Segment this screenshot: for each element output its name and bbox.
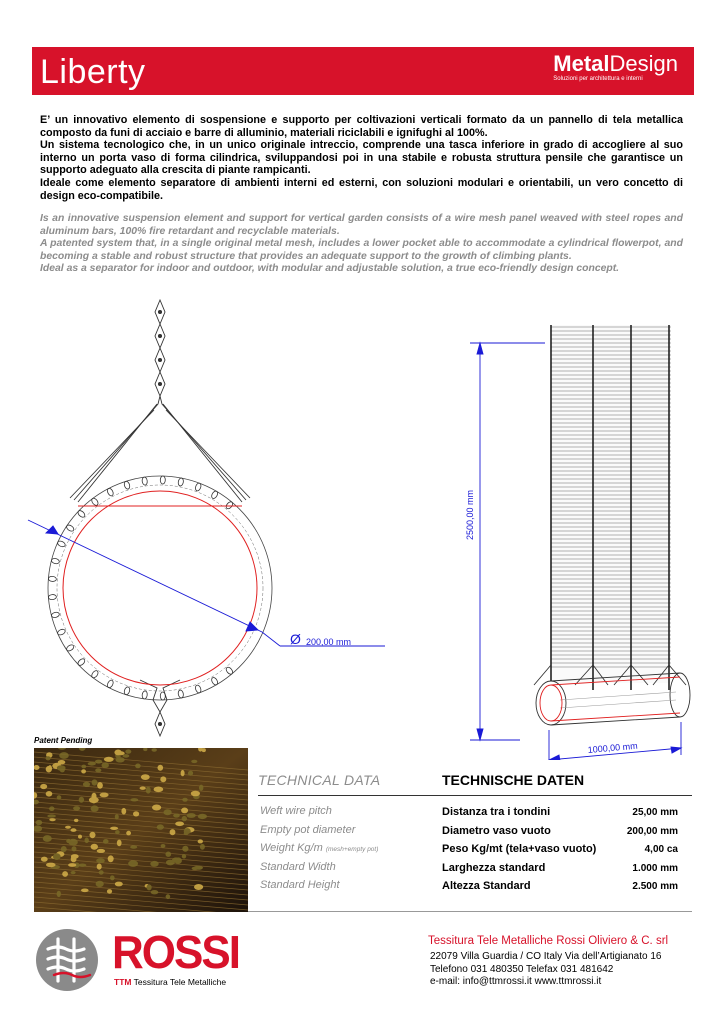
- photo-leaf: [151, 890, 159, 894]
- front-view-drawing: [534, 325, 690, 725]
- height-dimension: [470, 343, 545, 740]
- description-italian: [40, 114, 683, 202]
- photo-leaf: [166, 860, 175, 866]
- photo-leaf: [97, 849, 105, 853]
- photo-leaf: [194, 884, 203, 890]
- photo-leaf: [104, 757, 114, 762]
- photo-leaf: [199, 785, 203, 791]
- mesh-knot: [123, 481, 130, 490]
- photo-leaf: [193, 866, 203, 870]
- photo-leaf: [91, 805, 99, 811]
- photo-leaf: [107, 889, 112, 894]
- photo-leaf: [41, 857, 48, 862]
- mesh-knot: [160, 692, 165, 700]
- mesh-knot: [57, 540, 66, 548]
- mesh-knot: [51, 558, 60, 565]
- photo-leaf: [141, 774, 150, 780]
- rossi-emblem-icon: [34, 927, 100, 993]
- photo-leaf: [187, 813, 196, 818]
- photo-leaf: [191, 791, 200, 797]
- photo-leaf: [130, 845, 137, 848]
- photo-leaf: [57, 891, 61, 897]
- mesh-knot: [142, 477, 148, 486]
- photo-leaf: [95, 760, 102, 764]
- row-value: 4,00 ca: [644, 844, 678, 855]
- photo-leaf: [40, 784, 47, 789]
- mesh-knot: [194, 482, 202, 491]
- photo-leaf: [89, 797, 99, 803]
- row-value: 25,00 mm: [632, 807, 678, 818]
- brand-rest: Design: [609, 51, 678, 76]
- photo-leaf: [115, 814, 119, 819]
- photo-leaf: [161, 844, 166, 848]
- photo-leaf: [175, 822, 184, 827]
- photo-leaf: [115, 882, 123, 887]
- photo-leaf: [73, 806, 80, 810]
- row-label-de: Peso Kg/mt (tela+vaso vuoto): [442, 843, 597, 855]
- row-label-en: Weight Kg/m (mesh+empty pot): [260, 842, 379, 854]
- mesh-knot: [51, 612, 60, 619]
- photo-leaf: [71, 854, 79, 859]
- mesh-knot: [48, 594, 56, 600]
- photo-leaf: [46, 791, 53, 797]
- photo-leaf: [191, 760, 197, 763]
- photo-leaf: [81, 889, 89, 893]
- mesh-knot: [178, 478, 184, 487]
- row-label-en: Standard Height: [260, 879, 340, 891]
- row-label-de: Larghezza standard: [442, 861, 546, 874]
- technical-data-table: [258, 805, 692, 898]
- drawing-svg: [0, 290, 725, 760]
- mesh-knot: [225, 501, 234, 510]
- row-label-de: Distanza tra i tondini: [442, 806, 551, 818]
- company-phone: Telefono 031 480350 Telefax 031 481642: [430, 963, 614, 975]
- photo-leaf: [166, 894, 171, 899]
- company-contacts: [430, 951, 661, 989]
- photo-leaf: [53, 853, 61, 860]
- row-label-en: Empty pot diameter: [260, 823, 356, 836]
- photo-leaf: [48, 765, 52, 771]
- diameter-label: 200,00 mm: [306, 637, 352, 647]
- photo-leaf: [126, 831, 131, 836]
- photo-leaf: [57, 765, 66, 771]
- rossi-subtitle: TTM Tessitura Tele Metalliche: [114, 977, 227, 987]
- photo-leaf: [200, 844, 205, 850]
- photo-leaf: [184, 828, 191, 834]
- it-paragraph-3: Ideale come elemento separatore di ambienti interni ed esterni, con soluzioni modulari e orientabili, un vero concetto di design eco-compatibile.: [40, 176, 683, 202]
- mesh-knot: [106, 679, 114, 688]
- company-name: Tessitura Tele Metalliche Rossi Oliviero & C. srl: [428, 935, 669, 947]
- brand-bold: Metal: [553, 51, 610, 76]
- photo-leaf: [188, 771, 193, 776]
- photo-leaf: [68, 863, 76, 867]
- height-label: 2500,00 mm: [465, 489, 475, 540]
- photo-leaf: [91, 844, 98, 850]
- photo-leaf: [123, 754, 130, 758]
- photo-leaf: [182, 854, 186, 858]
- photo-leaf: [182, 798, 187, 802]
- photo-leaf: [152, 748, 157, 751]
- photo-leaf: [117, 840, 122, 847]
- patent-label: Patent Pending: [34, 736, 93, 745]
- photo-leaf: [110, 827, 118, 830]
- photo-leaf: [146, 787, 151, 794]
- photo-leaf: [166, 852, 172, 857]
- photo-leaf: [49, 818, 55, 821]
- mesh-knot: [160, 476, 165, 484]
- photo-leaf: [102, 762, 109, 768]
- row-label-en: Weft wire pitch: [260, 805, 332, 817]
- diameter-dimension: [28, 520, 385, 646]
- photo-leaf: [135, 764, 141, 769]
- photo-leaf: [85, 838, 89, 844]
- photo-leaf: [78, 864, 86, 867]
- technical-data-heading-en: TECHNICAL DATA: [258, 772, 381, 788]
- mesh-knot: [123, 686, 130, 695]
- width-label: 1000,00 mm: [587, 740, 639, 755]
- mesh-knots: [48, 476, 234, 700]
- photo-leaf: [65, 826, 71, 829]
- photo-leaf: [128, 860, 138, 867]
- photo-leaf: [96, 858, 105, 863]
- photo-leaf: [99, 870, 104, 874]
- en-paragraph-2: A patented system that, in a single original metal mesh, includes a lower pocket able to accommodate a cylindrical flowerpot, and becoming a stable and robust structure that provides an adequate support to the growth of climbing plants.: [40, 238, 683, 262]
- photo-leaf: [46, 863, 56, 868]
- table-row: [258, 879, 692, 898]
- row-value: 2.500 mm: [632, 881, 678, 892]
- diameter-symbol: Ø: [290, 631, 301, 647]
- table-row: [258, 824, 692, 843]
- company-email: e-mail: info@ttmrossi.it www.ttmrossi.it: [430, 976, 602, 987]
- photo-leaf: [173, 814, 180, 818]
- row-label-en: Standard Width: [260, 860, 336, 873]
- photo-leaf: [157, 824, 164, 829]
- it-paragraph-1: E’ un innovativo elemento di sospensione e supporto per coltivazioni verticali formato da un pannello di tela metallica composto da funi di acciaio e barre di alluminio, materiali riciclabili e ignifughi al 100%.: [40, 114, 683, 139]
- row-value: 1.000 mm: [632, 862, 678, 874]
- table-row: [258, 842, 692, 861]
- photo-leaf: [43, 835, 52, 842]
- photo-leaf: [147, 884, 152, 890]
- photo-leaf: [103, 839, 109, 844]
- mesh-knot: [77, 509, 86, 518]
- photo-leaf: [140, 787, 146, 790]
- photo-leaf: [170, 829, 176, 835]
- technical-data-divider: [258, 795, 692, 796]
- photo-leaf: [96, 881, 104, 887]
- header-banner: [32, 47, 694, 95]
- mesh-knot: [194, 684, 202, 693]
- en-paragraph-3: Ideal as a separator for indoor and outdoor, with modular and adjustable solution, a true eco-friendly design concept.: [40, 263, 620, 275]
- photo-leaf: [150, 861, 158, 867]
- photo-leaf: [71, 871, 76, 874]
- photo-leaf: [182, 816, 187, 821]
- table-row: [258, 861, 692, 880]
- technical-data-heading-de: TECHNISCHE DATEN: [442, 772, 585, 788]
- photo-leaf: [154, 787, 164, 793]
- photo-leaf: [97, 782, 103, 789]
- photo-leaf: [164, 809, 172, 815]
- photo-leaf: [47, 814, 56, 817]
- photo-leaf: [61, 846, 67, 852]
- photo-leaf: [108, 855, 114, 862]
- page-title: Liberty: [40, 53, 146, 91]
- mesh-knot: [90, 497, 99, 506]
- mesh-knot: [225, 666, 234, 675]
- photo-leaf: [160, 776, 166, 782]
- photo-leaf: [130, 798, 138, 801]
- photo-leaf: [78, 835, 82, 839]
- photo-leaf: [181, 808, 188, 814]
- rossi-logo: [34, 927, 239, 993]
- photo-leaf: [115, 830, 120, 834]
- photo-leaf: [83, 782, 90, 787]
- width-dimension: [549, 722, 681, 760]
- pot-profile: [63, 491, 257, 685]
- company-address: 22079 Villa Guardia / CO Italy Via dell’Artigianato 16: [430, 951, 662, 962]
- photo-leaf: [158, 765, 164, 771]
- photo-leaf: [182, 846, 188, 852]
- photo-leaf: [57, 795, 62, 799]
- chain-links: [155, 300, 165, 396]
- photo-leaf: [81, 769, 86, 773]
- mesh-knot: [178, 690, 184, 699]
- photo-leaf: [88, 762, 96, 766]
- mesh-knot: [106, 487, 114, 496]
- photo-leaf: [81, 765, 86, 769]
- row-value: 200,00 mm: [626, 825, 678, 837]
- photo-leaf: [59, 752, 69, 759]
- it-paragraph-2: Un sistema tecnologico che, in un unico originale intreccio, comprende una tasca inferiore in grado di accogliere al suo interno un porta vaso di forma cilindrica, sviluppandosi poi in una stabile e robusta struttura pensile che garantisce un supporto adeguato alla crescita di piante rampicanti.: [40, 139, 683, 177]
- photo-leaf: [114, 750, 121, 756]
- table-row: [258, 805, 692, 824]
- side-view-drawing: [48, 300, 272, 736]
- photo-leaf: [125, 749, 131, 753]
- photo-leaf: [79, 797, 84, 803]
- technical-drawing: [0, 290, 725, 760]
- photo-leaf: [198, 839, 203, 843]
- row-label-de: Altezza Standard: [442, 880, 531, 892]
- photo-leaf: [49, 806, 54, 811]
- photo-leaf: [95, 768, 101, 772]
- photo-illustration: [34, 748, 248, 912]
- row-label-de: Diametro vaso vuoto: [442, 824, 551, 837]
- photo-leaf: [71, 828, 77, 832]
- photo-leaf: [100, 793, 109, 798]
- photo-leaf: [62, 871, 68, 877]
- photo-leaf: [121, 808, 126, 815]
- mesh-knot: [142, 691, 148, 700]
- mesh-knot: [57, 628, 66, 636]
- photo-leaf: [152, 805, 161, 811]
- photo-leaf: [66, 839, 71, 843]
- mesh-knot: [48, 576, 56, 582]
- photo-leaf: [90, 832, 96, 838]
- photo-leaf: [181, 770, 185, 776]
- description-english: [40, 213, 683, 276]
- photo-leaf: [46, 756, 51, 760]
- photo-leaf: [133, 811, 139, 816]
- en-paragraph-1: Is an innovative suspension element and support for vertical garden consists of a wire mesh panel weaved with steel ropes and aluminum bars, 100% fire retardant and recyclable materials.: [40, 213, 683, 237]
- brand-tagline: Soluzioni per architettura e interni: [553, 76, 643, 82]
- table-bottom-rule: [248, 911, 692, 912]
- photo-leaf: [36, 820, 43, 825]
- metaldesign-logo: [553, 53, 678, 83]
- mesh-knot: [90, 670, 99, 679]
- product-photo: [34, 748, 248, 912]
- photo-leaf: [97, 864, 102, 870]
- mesh-knot: [77, 658, 86, 667]
- photo-leaf: [92, 779, 98, 785]
- rossi-wordmark: ROSSI: [112, 927, 239, 979]
- photo-leaf: [72, 846, 77, 851]
- photo-leaf: [74, 819, 78, 822]
- photo-leaf: [110, 875, 115, 880]
- photo-leaf: [198, 814, 207, 819]
